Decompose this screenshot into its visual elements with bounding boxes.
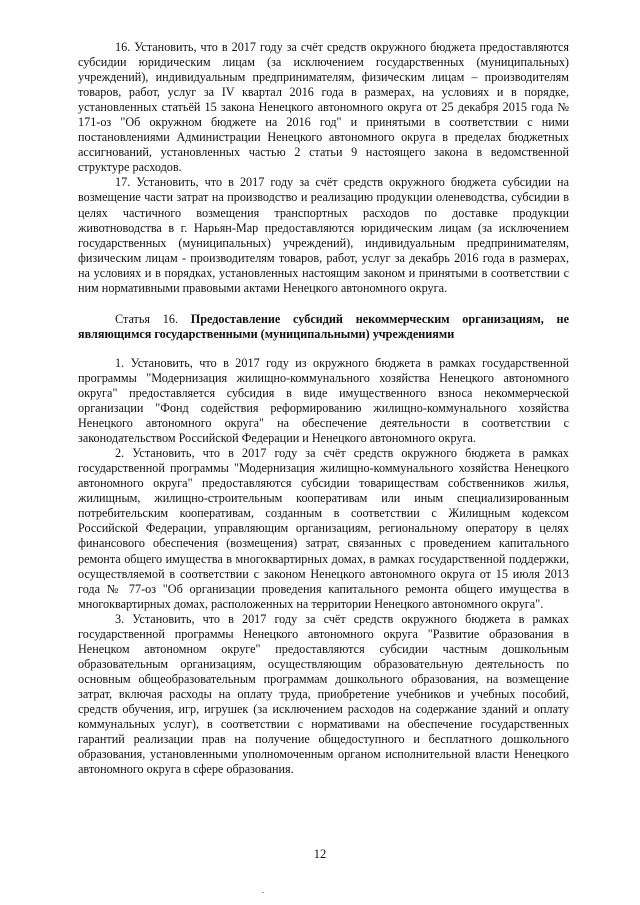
article-16-paragraph-3: 3. Установить, что в 2017 году за счёт средств окружного бюджета в рамках государственной программы Ненецкого автономного округа "Развитие образования в Ненецком автономном округе" предоставляются субсидии частным дошкольным образовательным организациям, осуществляющим образовательную деятельность по основным общеобразовательным программам дошкольного образования, на возмещение затрат, включая расходы на оплату труда, приобретение учебников и учебных пособий, средств обучения, игр, игрушек (за исключением расходов на содержание зданий и оплату коммунальных услуг), в соответствии с нормативами на обеспечение государственных гарантий реализации прав на получение общедоступного и бесплатного дошкольного образования, установленными уполномоченным органом исполнительной власти Ненецкого автономного округа в сфере образования. xyxy=(78,611,569,777)
article-16-paragraph-1: 1. Установить, что в 2017 году из окружного бюджета в рамках государственной программы "Модернизация жилищно-коммунального хозяйства Ненецкого автономного округа" предоставляется субсидия в виде имущественного взноса некоммерческой организации "Фонд содействия реформированию жилищно-коммунального хозяйства Ненецкого автономного округа" на обеспечение деятельности в соответствии с законодательством Российской Федерации и Ненецкого автономного округа. xyxy=(78,355,569,446)
article-number: Статья 16. xyxy=(115,311,179,326)
paragraph-16: 16. Установить, что в 2017 году за счёт средств окружного бюджета предоставляются субсидии юридическим лицам (за исключением государственных (муниципальных) учреждений), индивидуальным предпринимателям, физическим лицам – производителям товаров, работ, услуг за IV квартал 2016 года в размерах, на условиях и в порядке, установленных статьёй 15 закона Ненецкого автономного округа от 25 декабря 2015 года № 171-оз "Об окружном бюджете на 2016 год" и принятыми в соответствии с ними постановлениями Администрации Ненецкого автономного округа в пределах бюджетных ассигнований, установленных частью 2 статьи 9 настоящего закона в ведомственной структуре расходов. xyxy=(78,40,569,175)
article-16-title xyxy=(78,312,569,342)
article-16-paragraph-2: 2. Установить, что в 2017 году за счёт средств окружного бюджета в рамках государственной программы "Модернизация жилищно-коммунального хозяйства Ненецкого автономного округа" предоставляются субсидии товариществам собственников жилья, жилищным, жилищно-строительным кооперативам или иным специализированным потребительским кооперативам, созданным в соответствии с Жилищным кодексом Российской Федерации, управляющим организациям, региональному оператору в целях финансового обеспечения (возмещения) затрат, связанных с проведением капитального ремонта общего имущества в многоквартирных домах, в рамках государственной поддержки, осуществляемой в соответствии с законом Ненецкого автономного округа от 15 июля 2013 года № 77-оз "Об организации проведения капитального ремонта общего имущества в многоквартирных домах, расположенных на территории Ненецкого автономного округа". xyxy=(78,446,569,611)
scan-speck xyxy=(262,892,264,893)
document-body xyxy=(78,40,569,777)
article-heading: Предоставление субсидий некоммерческим организациям, не являющимся государственными (муниципальными) учреждениями xyxy=(78,311,569,341)
page-number: 12 xyxy=(313,847,327,861)
paragraph-17: 17. Установить, что в 2017 году за счёт средств окружного бюджета субсидии на возмещение части затрат на производство и реализацию продукции оленеводства, субсидии в целях частичного возмещения транспортных расходов по доставке продукции животноводства в г. Нарьян-Мар предоставляются юридическим лицам (за исключением государственных (муниципальных) учреждений), индивидуальным предпринимателям, физическим лицам - производителям товаров, работ, услуг за декабрь 2016 года в размерах, на условиях и в порядках, установленных настоящим законом и принятыми в соответствии с ним нормативными правовыми актами Ненецкого автономного округа. xyxy=(78,175,569,295)
